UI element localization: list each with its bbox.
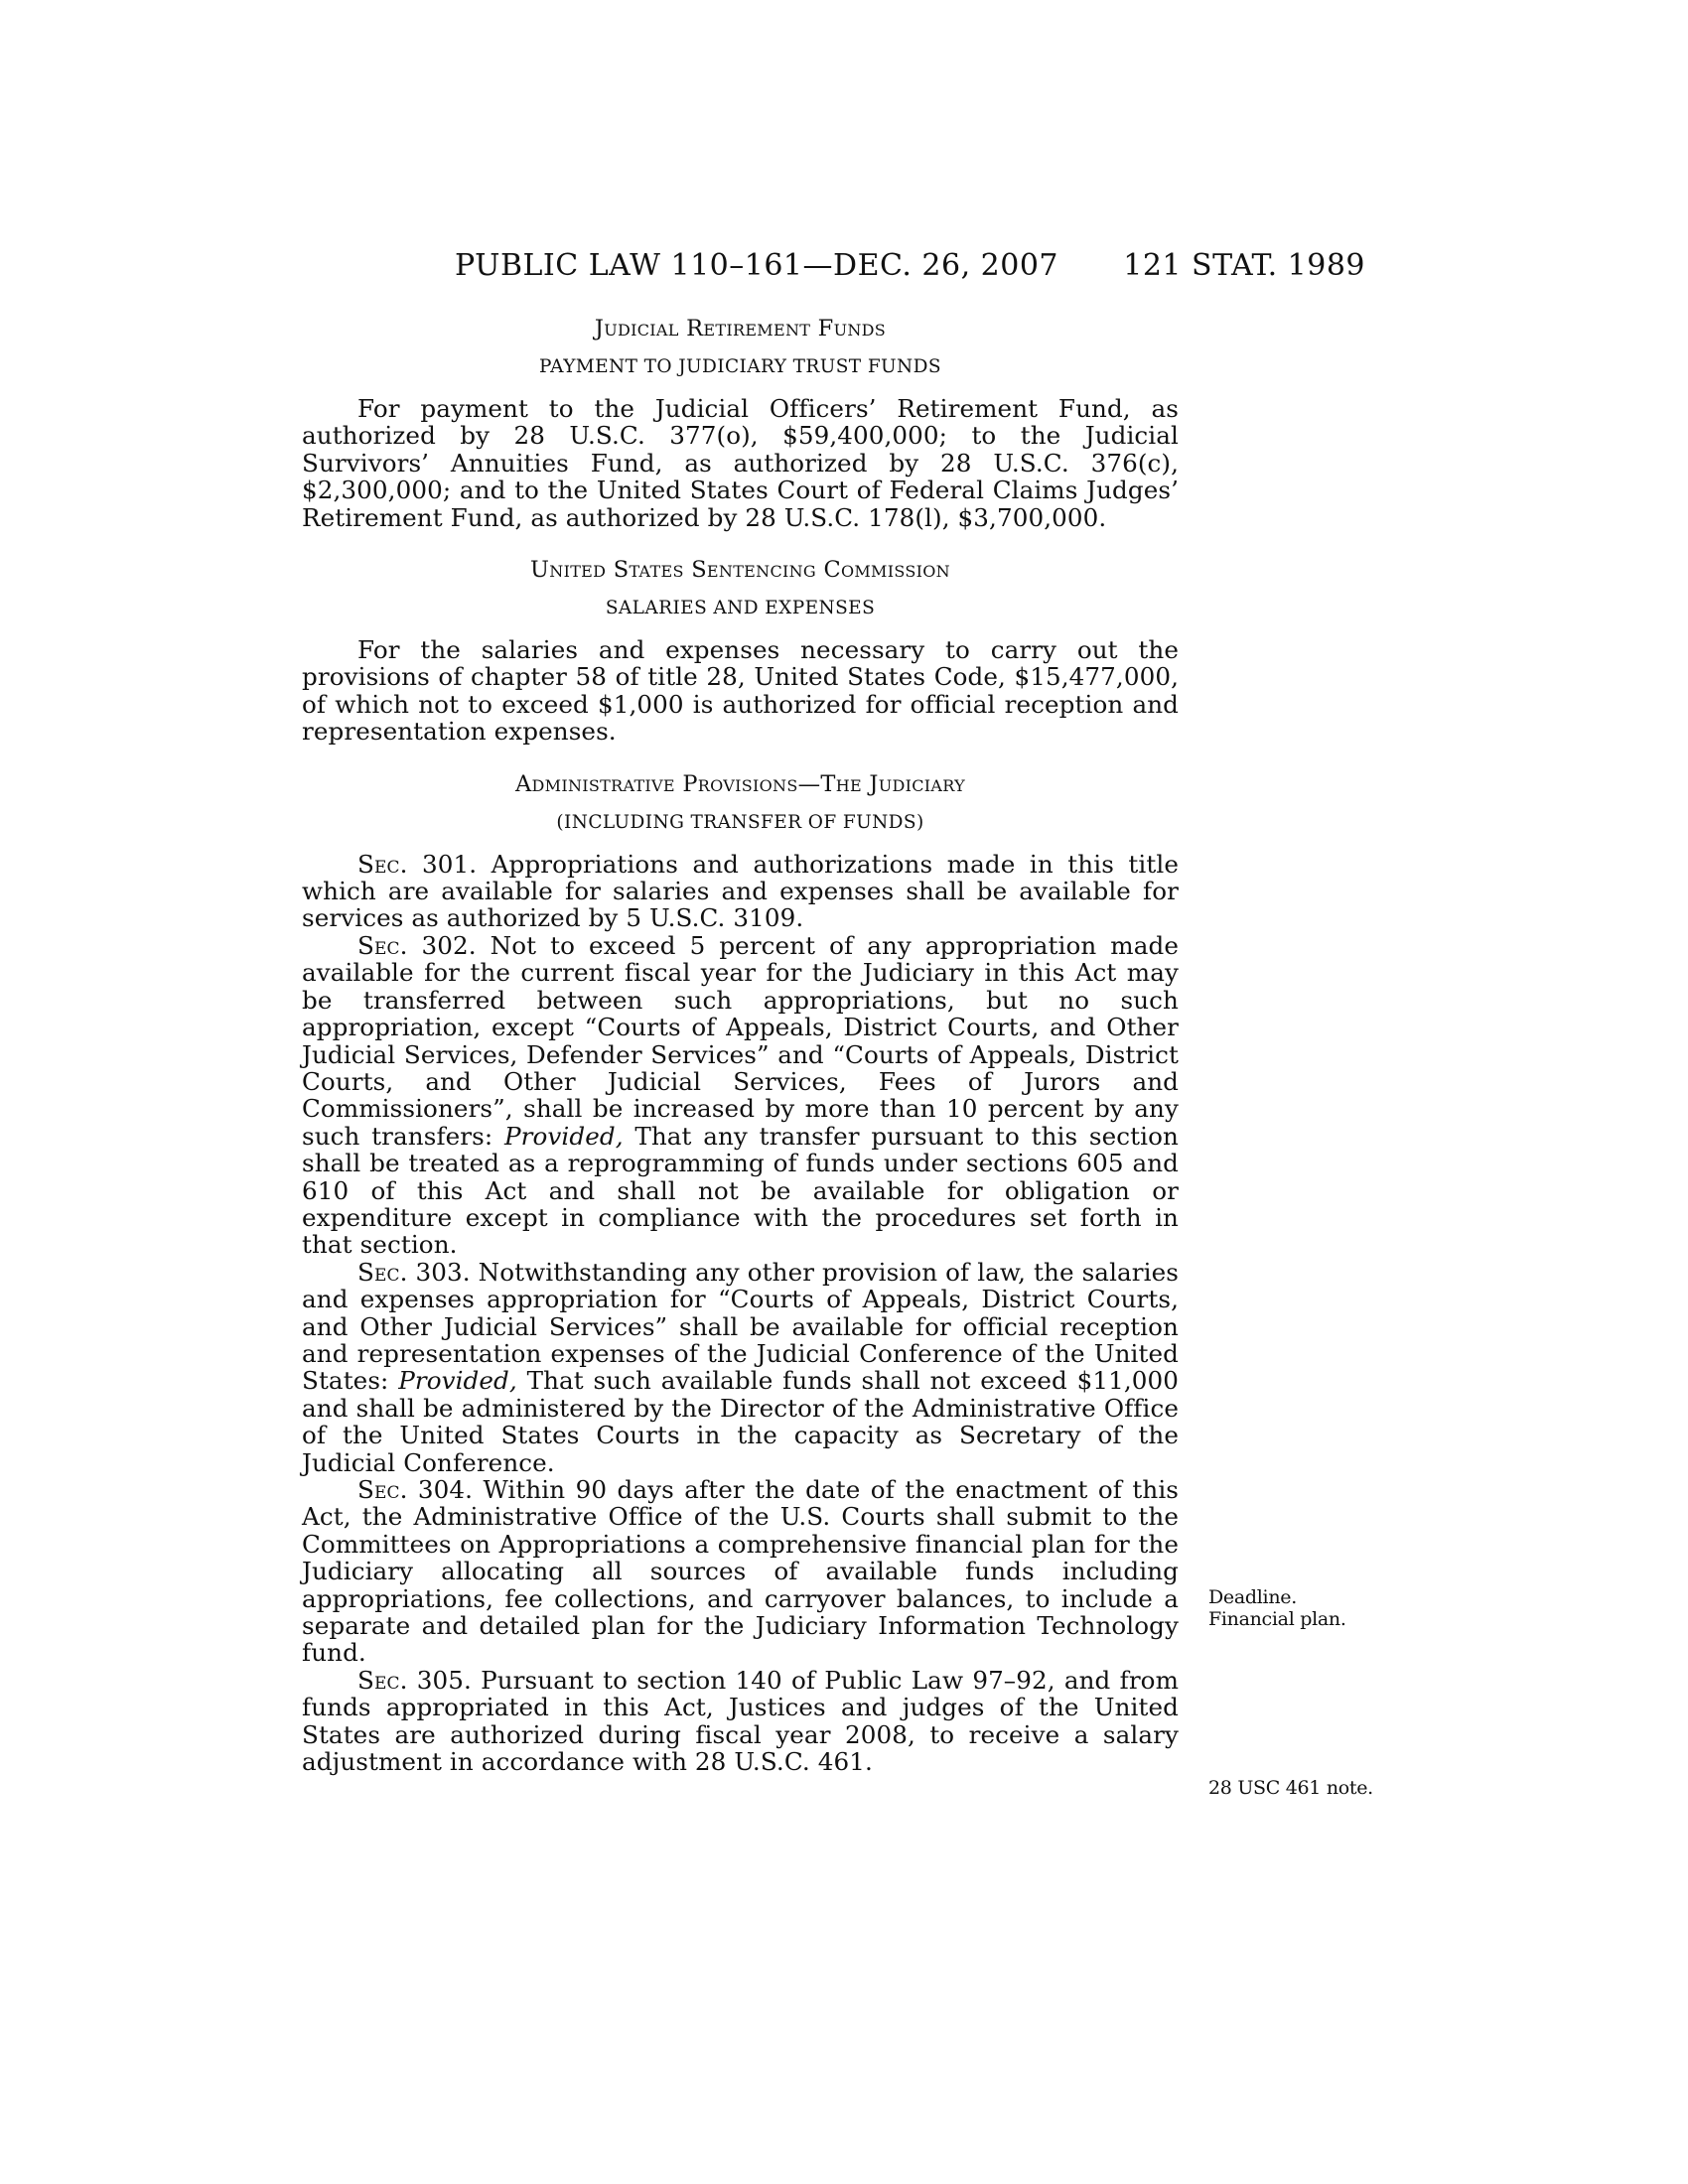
statute-page-number: 121 STAT. 1989 xyxy=(1123,248,1365,283)
section-301 xyxy=(302,851,1179,932)
margin-note-usc-reference xyxy=(1208,1777,1373,1799)
section-303-label: Sec. 303. xyxy=(357,1257,471,1287)
heading-sentencing-commission: United States Sentencing Commission xyxy=(530,557,950,584)
section-305-label: Sec. 305. xyxy=(357,1665,472,1695)
subheading-payment-trust-funds: PAYMENT TO JUDICIARY TRUST FUNDS xyxy=(539,356,941,377)
section-301-label: Sec. 301. xyxy=(357,849,478,879)
section-304-label: Sec. 304. xyxy=(357,1475,474,1504)
main-text-column xyxy=(302,316,1179,1775)
heading-administrative-provisions: Administrative Provisions—The Judiciary xyxy=(515,770,965,797)
section-304-text: Within 90 days after the date of the enactment of this Act, the Administrative Office of the U.S. Courts shall submit to the Committees on Appropriations a comprehensive financial plan for the Judiciary allocating all sources of available funds including appropriations, fee collections, and carryover balances, to include a separate and detailed plan for the Judiciary Information Technology fund. xyxy=(302,1475,1180,1668)
section-303-proviso: Provided, xyxy=(398,1366,517,1396)
page-header xyxy=(298,248,1365,288)
running-title: PUBLIC LAW 110–161—DEC. 26, 2007 xyxy=(455,248,1059,283)
section-305 xyxy=(302,1667,1179,1776)
section-302-text-b: That any transfer pursuant to this section shall be treated as a reprogramming of funds under sections 605 and 610 of this Act and shall not be available for obligation or expenditure except in compliance with the procedures set forth in that section. xyxy=(302,1121,1179,1260)
section-302-label: Sec. 302. xyxy=(357,930,477,960)
heading-judicial-retirement-funds: Judicial Retirement Funds xyxy=(594,316,887,341)
section-302-text-a: Not to exceed 5 percent of any appropriation made available for the current fiscal year for the Judiciary in this Act may be transferred between such appropriations, but no such appropriation, except “Courts of Appeals, District Courts, and Other Judicial Services, Defender Services” and “Courts of Appeals, District Courts, and Other Judicial Services, Fees of Jurors and Commissioners”, shall be increased by more than 10 percent by any such transfers: xyxy=(302,930,1179,1151)
paragraph-judicial-retirement: For payment to the Judicial Officers’ Retirement Fund, as authorized by 28 U.S.C. 377(o), $59,400,000; to the Judicial Survivors’ Annuities Fund, as authorized by 28 U.S.C. 376(c), $2,300,000; and to the United States Court of Federal Claims Judges’ Retirement Fund, as authorized by 28 U.S.C. 178(l), $3,700,000. xyxy=(302,394,1179,532)
section-305-text: Pursuant to section 140 of Public Law 97–92, and from funds appropriated in this Act, Justices and judges of the United States are authorized during fiscal year 2008, to receive a salary adjustment in accordance with 28 U.S.C. 461. xyxy=(302,1665,1179,1777)
section-303-text-a: Notwithstanding any other provision of law, the salaries and expenses appropriation for “Courts of Appeals, District Courts, and Other Judicial Services” shall be available for official reception and representation expenses of the Judicial Conference of the United States: xyxy=(302,1257,1179,1396)
margin-note-deadline: Deadline. xyxy=(1208,1586,1297,1608)
subheading-salaries-expenses: SALARIES AND EXPENSES xyxy=(605,598,876,619)
section-303-text-b: That such available funds shall not exceed $11,000 and shall be administered by the Director of the Administrative Office of the United States Courts in the capacity as Secretary of the Judicial Conference. xyxy=(302,1366,1180,1477)
section-301-text: Appropriations and authorizations made in this title which are available for salaries and expenses shall be available for services as authorized by 5 U.S.C. 3109. xyxy=(302,849,1179,933)
section-304 xyxy=(302,1476,1179,1667)
paragraph-sentencing-commission: For the salaries and expenses necessary to carry out the provisions of chapter 58 of title 28, United States Code, $15,477,000, of which not to exceed $1,000 is authorized for official reception and representation expenses. xyxy=(302,635,1179,747)
section-302 xyxy=(302,932,1179,1259)
margin-note-financial-plan: Financial plan. xyxy=(1208,1608,1346,1630)
margin-note-deadline-financial-plan xyxy=(1208,1586,1346,1630)
section-302-proviso: Provided, xyxy=(503,1121,624,1151)
section-303 xyxy=(302,1259,1179,1476)
subheading-transfer-of-funds: (INCLUDING TRANSFER OF FUNDS) xyxy=(556,811,924,833)
margin-note-usc-461: 28 USC 461 note. xyxy=(1208,1777,1373,1799)
